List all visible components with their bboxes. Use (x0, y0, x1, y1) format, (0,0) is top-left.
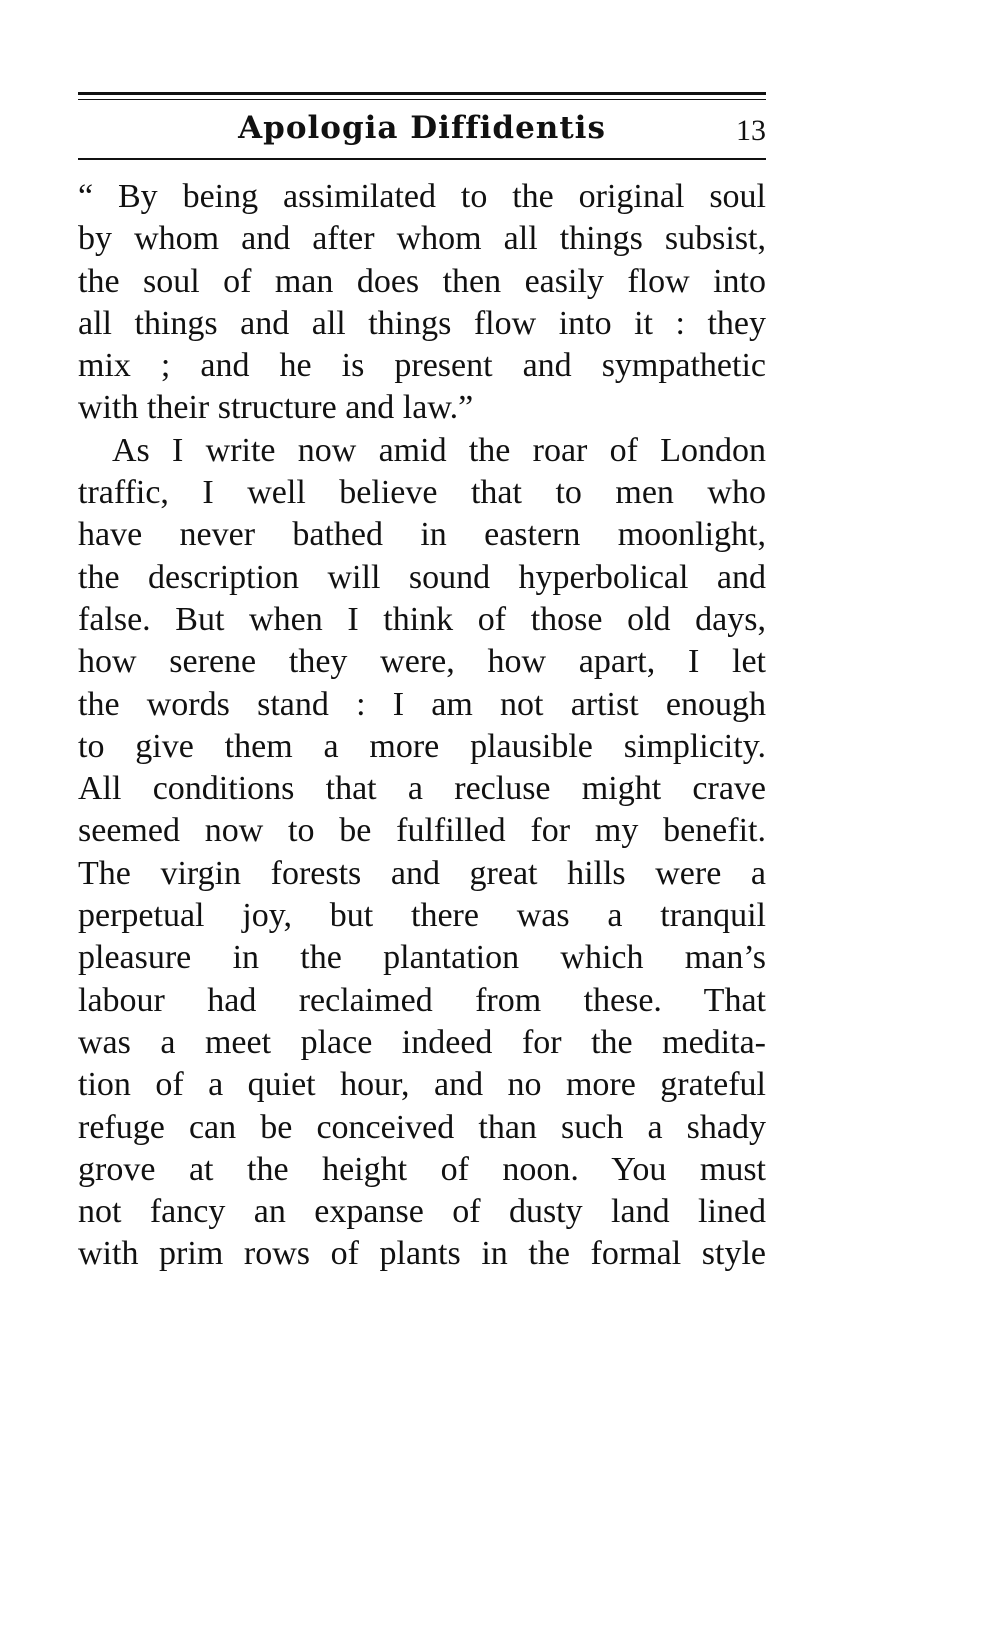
text-line: the soul of man does then easily flow into (78, 262, 766, 300)
text-line: to give them a more plausible simplicity. (78, 727, 766, 765)
paragraph-quote (78, 176, 766, 430)
text-line: All conditions that a recluse might crave (78, 770, 766, 808)
text-line: mix ; and he is present and sympathetic (78, 347, 766, 385)
text-line: all things and all things flow into it : they (78, 304, 766, 342)
running-head (78, 100, 766, 158)
text-line: tion of a quiet hour, and no more grateful (78, 1066, 766, 1104)
paragraph-main (78, 430, 766, 1276)
text-line: have never bathed in eastern moonlight, (78, 516, 766, 554)
text-line: the description will sound hyperbolical and (78, 558, 766, 596)
text-line: traffic, I well believe that to men who (78, 474, 766, 512)
text-line: labour had reclaimed from these. That (78, 981, 766, 1019)
text-line: with prim rows of plants in the formal style (78, 1235, 766, 1273)
body-text (78, 176, 766, 1276)
header-rule-bottom (78, 158, 766, 160)
text-line: perpetual joy, but there was a tranquil (78, 897, 766, 935)
text-line: false. But when I think of those old days, (78, 600, 766, 638)
text-line: the words stand : I am not artist enough (78, 685, 766, 723)
text-line: As I write now amid the roar of London (112, 431, 766, 469)
text-line: pleasure in the plantation which man’s (78, 939, 766, 977)
text-line: by whom and after whom all things subsist, (78, 220, 766, 258)
book-page (78, 92, 766, 1276)
text-line: refuge can be conceived than such a shady (78, 1108, 766, 1146)
text-line: seemed now to be fulfilled for my benefit. (78, 812, 766, 850)
text-line: not fancy an expanse of dusty land lined (78, 1193, 766, 1231)
text-line: with their structure and law.” (78, 389, 474, 427)
text-line: “ By being assimilated to the original soul (78, 178, 766, 215)
running-title: Apologia Diffidentis (238, 110, 606, 146)
text-line: was a meet place indeed for the medita- (78, 1023, 766, 1061)
text-line: The virgin forests and great hills were a (78, 854, 766, 892)
page-number: 13 (736, 114, 766, 147)
header-rule-thick (78, 92, 766, 95)
text-line: how serene they were, how apart, I let (78, 643, 766, 681)
text-line: grove at the height of noon. You must (78, 1150, 766, 1188)
